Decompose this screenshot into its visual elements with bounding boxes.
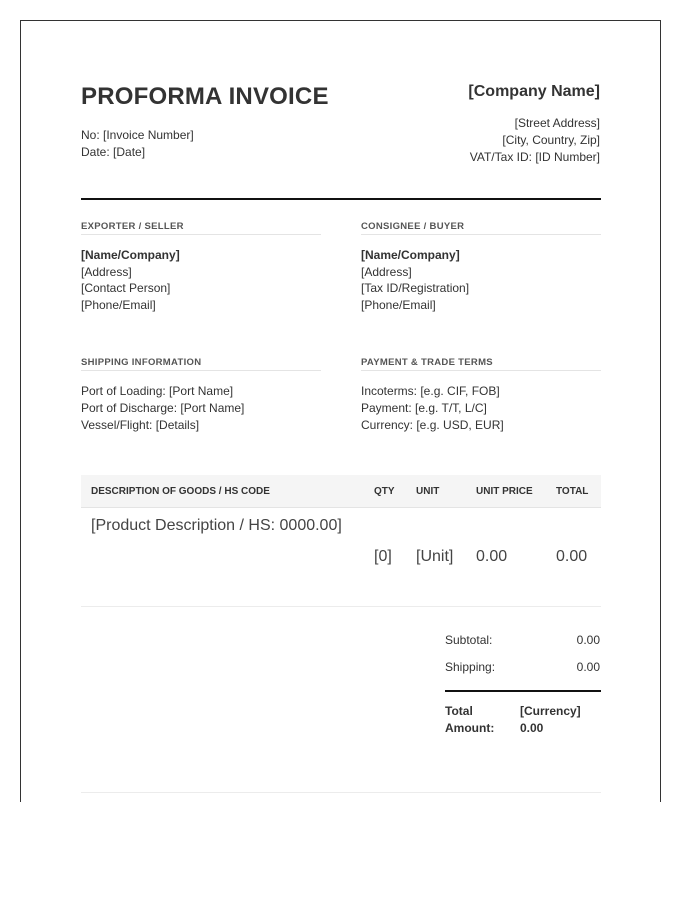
subtotal-label: Subtotal: bbox=[445, 633, 493, 647]
total-divider bbox=[445, 690, 601, 692]
row-unit-price: 0.00 bbox=[476, 548, 508, 565]
port-of-loading: Port of Loading: [Port Name] bbox=[81, 384, 234, 398]
goods-table-header bbox=[81, 475, 601, 508]
consignee-phone: [Phone/Email] bbox=[361, 298, 436, 312]
header-qty: QTY bbox=[374, 486, 395, 497]
header-description: DESCRIPTION OF GOODS / HS CODE bbox=[91, 486, 270, 497]
consignee-section-title: CONSIGNEE / BUYER bbox=[361, 221, 465, 232]
consignee-section-rule bbox=[361, 234, 601, 235]
exporter-section-title: EXPORTER / SELLER bbox=[81, 221, 184, 232]
company-street: [Street Address] bbox=[514, 116, 600, 130]
shipping-label: Shipping: bbox=[445, 660, 496, 674]
total-currency: [Currency] bbox=[520, 704, 581, 718]
terms-section-title: PAYMENT & TRADE TERMS bbox=[361, 357, 493, 368]
exporter-name: [Name/Company] bbox=[81, 248, 180, 262]
exporter-contact: [Contact Person] bbox=[81, 281, 171, 295]
incoterms: Incoterms: [e.g. CIF, FOB] bbox=[361, 384, 500, 398]
shipping-section-rule bbox=[81, 370, 321, 371]
total-label-line1: Total bbox=[445, 704, 473, 718]
header-total: TOTAL bbox=[556, 486, 589, 497]
company-city: [City, Country, Zip] bbox=[502, 133, 600, 147]
consignee-name: [Name/Company] bbox=[361, 248, 460, 262]
consignee-tax: [Tax ID/Registration] bbox=[361, 281, 470, 295]
subtotal-value: 0.00 bbox=[576, 633, 600, 647]
table-bottom-rule bbox=[81, 606, 601, 607]
exporter-address: [Address] bbox=[81, 265, 132, 279]
shipping-section-title: SHIPPING INFORMATION bbox=[81, 357, 202, 368]
total-label-line2: Amount: bbox=[445, 721, 495, 735]
exporter-section-rule bbox=[81, 234, 321, 235]
exporter-phone: [Phone/Email] bbox=[81, 298, 156, 312]
row-unit: [Unit] bbox=[416, 548, 454, 565]
vessel-flight: Vessel/Flight: [Details] bbox=[81, 418, 200, 432]
footer-rule bbox=[81, 792, 601, 793]
consignee-address: [Address] bbox=[361, 265, 412, 279]
company-name: [Company Name] bbox=[468, 83, 600, 100]
invoice-number: No: [Invoice Number] bbox=[81, 128, 194, 142]
invoice-title: PROFORMA INVOICE bbox=[81, 83, 329, 110]
port-of-discharge: Port of Discharge: [Port Name] bbox=[81, 401, 245, 415]
total-amount: 0.00 bbox=[520, 721, 544, 735]
row-description: [Product Description / HS: 0000.00] bbox=[91, 517, 342, 534]
terms-section-rule bbox=[361, 370, 601, 371]
header-divider bbox=[81, 198, 601, 200]
header-unit: UNIT bbox=[416, 486, 440, 497]
shipping-value: 0.00 bbox=[576, 660, 600, 674]
company-vat: VAT/Tax ID: [ID Number] bbox=[469, 150, 600, 164]
invoice-page bbox=[20, 20, 661, 802]
currency-terms: Currency: [e.g. USD, EUR] bbox=[361, 418, 504, 432]
row-qty: [0] bbox=[374, 548, 392, 565]
row-total: 0.00 bbox=[556, 548, 588, 565]
header-unit-price: UNIT PRICE bbox=[476, 486, 533, 497]
invoice-date: Date: [Date] bbox=[81, 145, 146, 159]
payment-terms: Payment: [e.g. T/T, L/C] bbox=[361, 401, 487, 415]
